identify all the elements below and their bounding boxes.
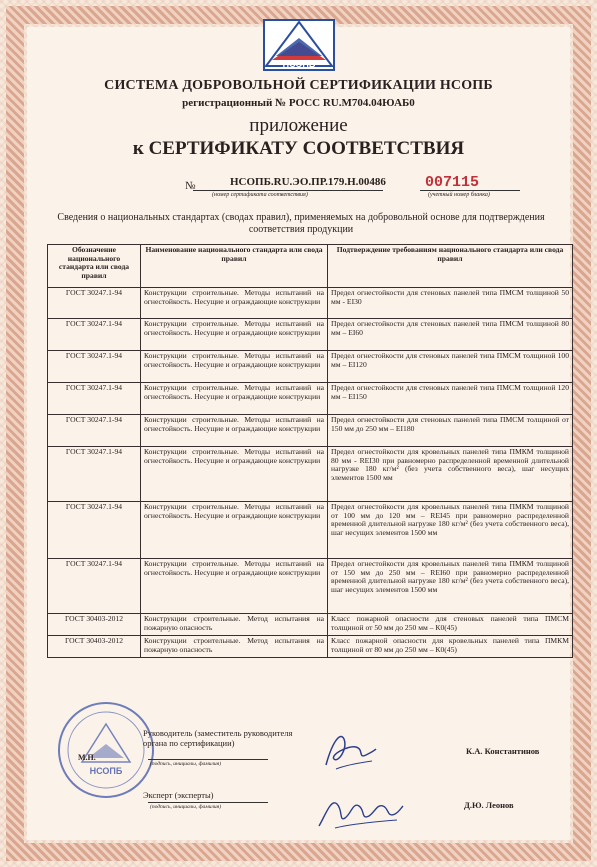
name-cell: Конструкции строительные. Метод испытания на пожарную опасность [141,614,328,636]
head-name: К.А. Константинов [466,746,540,756]
nsopb-logo-icon [262,16,336,74]
standard-cell: ГОСТ 30247.1-94 [48,447,141,502]
column-header-confirmation: Подтверждение требованиям национального стандарта или свода правил [328,245,573,288]
standard-cell: ГОСТ 30403-2012 [48,614,141,636]
table-row [48,319,573,351]
column-header-standard: Обозначение национального стандарта или свода правил [48,245,141,288]
table-row [48,614,573,636]
blank-number-caption: (учетный номер бланка) [428,192,490,198]
confirmation-cell: Предел огнестойкости для стеновых панелей типа ПМСМ толщиной 50 мм - ЕI30 [328,288,573,319]
expert-handwritten-signature-icon [315,788,405,833]
table-row [48,415,573,447]
head-signature-label: Руководитель (заместитель руководителя органа по сертификации) [143,728,293,748]
standard-cell: ГОСТ 30247.1-94 [48,351,141,383]
standard-cell: ГОСТ 30247.1-94 [48,319,141,351]
name-cell: Конструкции строительные. Методы испытаний на огнестойкость. Несущие и ограждающие конструкции [141,351,328,383]
expert-name: Д.Ю. Леонов [464,800,514,810]
table-row [48,447,573,502]
confirmation-cell: Предел огнестойкости для стеновых панелей типа ПМСМ толщиной 80 мм – ЕI60 [328,319,573,351]
certificate-number: НСОПБ.RU.ЭО.ПР.179.Н.00486 [230,176,386,188]
standard-cell: ГОСТ 30247.1-94 [48,415,141,447]
seal-text: НСОПБ [89,766,123,776]
appendix-title: приложение [249,115,348,136]
seal-place-label: М.П. [78,753,96,762]
standard-cell: ГОСТ 30247.1-94 [48,559,141,614]
standard-cell: ГОСТ 30247.1-94 [48,502,141,559]
confirmation-cell: Предел огнестойкости для кровельных панелей типа ПМКМ толщиной 80 мм - RЕI30 при равномерно распределенной временной длительной нагрузке 180 кг/м² (без учета собственного веса), шаг несущих элементов 1500 мм [328,447,573,502]
name-cell: Конструкции строительные. Методы испытаний на огнестойкость. Несущие и ограждающие конструкции [141,288,328,319]
standard-cell: ГОСТ 30247.1-94 [48,383,141,415]
confirmation-cell: Предел огнестойкости для кровельных панелей типа ПМКМ толщиной от 150 мм до 250 мм – RЕI60 при равномерно распределенной временной длительной нагрузке 180 кг/м² (без учета собственного веса), шаг несущих элементов 1500 мм [328,559,573,614]
system-title: СИСТЕМА ДОБРОВОЛЬНОЙ СЕРТИФИКАЦИИ НСОПБ [104,78,493,93]
logo-text: НСОПБ [282,59,316,69]
confirmation-cell: Предел огнестойкости для стеновых панелей типа ПМСМ толщиной от 150 мм до 250 мм – ЕI180 [328,415,573,447]
name-cell: Конструкции строительные. Методы испытаний на огнестойкость. Несущие и ограждающие конструкции [141,502,328,559]
table-row [48,559,573,614]
column-header-name: Наименование национального стандарта или свода правил [141,245,328,288]
table-row [48,288,573,319]
divider [148,802,268,803]
standard-cell: ГОСТ 30247.1-94 [48,288,141,319]
standard-cell: ГОСТ 30403-2012 [48,636,141,658]
confirmation-cell: Предел огнестойкости для стеновых панелей типа ПМСМ толщиной 100 мм – ЕI120 [328,351,573,383]
confirmation-cell: Предел огнестойкости для стеновых панелей типа ПМСМ толщиной 120 мм – ЕI150 [328,383,573,415]
confirmation-cell: Предел огнестойкости для кровельных панелей типа ПМКМ толщиной от 100 мм до 120 мм – RЕI45 при равномерно распределенной временной длительной нагрузке 180 кг/м² (без учета собственного веса), шаг несущих элементов 1500 мм [328,502,573,559]
table-row [48,636,573,658]
blank-number: 007115 [425,174,480,191]
divider [193,190,383,191]
name-cell: Конструкции строительные. Методы испытаний на огнестойкость. Несущие и ограждающие конструкции [141,319,328,351]
table-row [48,502,573,559]
name-cell: Конструкции строительные. Методы испытаний на огнестойкость. Несущие и ограждающие конструкции [141,559,328,614]
certificate-number-caption: (номер сертификата соответствия) [212,192,308,198]
standards-table [47,244,573,658]
divider [148,759,268,760]
name-cell: Конструкции строительные. Методы испытаний на огнестойкость. Несущие и ограждающие конструкции [141,447,328,502]
head-signature-caption: (подпись, инициалы, фамилия) [150,761,222,767]
name-cell: Конструкции строительные. Метод испытания на пожарную опасность [141,636,328,658]
certificate-title: к СЕРТИФИКАТУ СООТВЕТСТВИЯ [132,138,465,159]
table-row [48,351,573,383]
number-sign: № [185,180,196,192]
confirmation-cell: Класс пожарной опасности для кровельных панелей типа ПМКМ толщиной от 80 мм до 250 мм – К0(45) [328,636,573,658]
intro-text: Сведения о национальных стандартах (сводах правил), применяемых на добровольной основе для подтверждения соответствия продукции [57,212,545,235]
expert-signature-label: Эксперт (эксперты) [143,790,214,800]
name-cell: Конструкции строительные. Методы испытаний на огнестойкость. Несущие и ограждающие конструкции [141,415,328,447]
divider [420,190,520,191]
confirmation-cell: Класс пожарной опасности для стеновых панелей типа ПМСМ толщиной от 50 мм до 250 мм – К0(45) [328,614,573,636]
registration-number: регистрационный № РОСС RU.М704.04ЮАБ0 [182,97,415,109]
round-seal-icon [56,700,156,800]
name-cell: Конструкции строительные. Методы испытаний на огнестойкость. Несущие и ограждающие конструкции [141,383,328,415]
expert-signature-caption: (подпись, инициалы, фамилия) [150,804,222,810]
head-handwritten-signature-icon [318,725,378,775]
table-row [48,383,573,415]
table-header-row [48,245,573,288]
